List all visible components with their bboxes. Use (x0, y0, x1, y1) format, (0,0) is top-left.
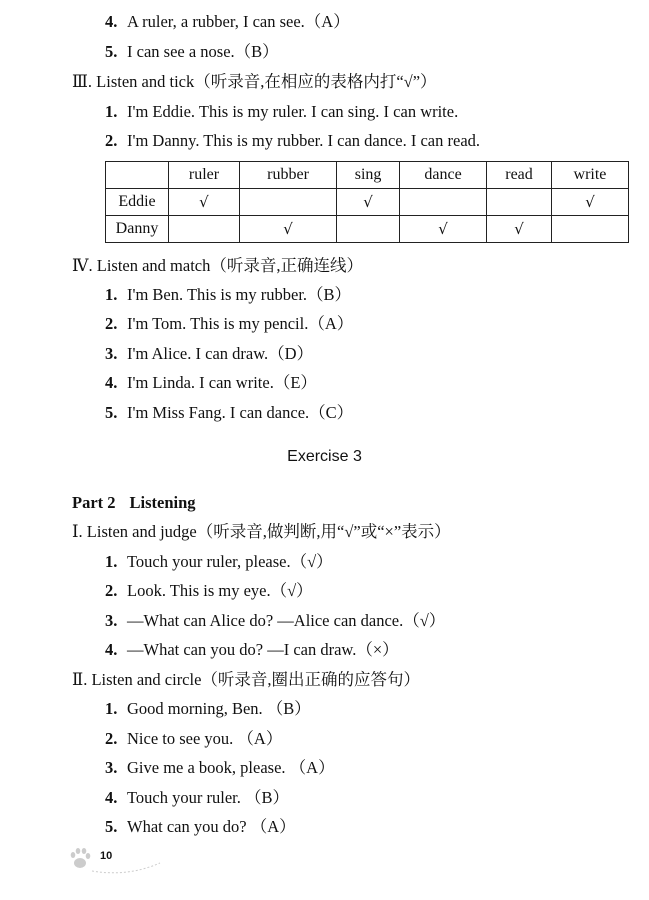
row-name: Eddie (106, 189, 169, 216)
item-number: 3. (105, 758, 118, 777)
item-number: 5. (105, 403, 118, 422)
table-header-cell: write (551, 162, 628, 189)
item-number: 2. (105, 729, 118, 748)
item-text: I'm Danny. This is my rubber. I can dance. I can read. (127, 131, 481, 150)
item-number: 1. (105, 102, 118, 121)
table-row (106, 216, 629, 243)
roman-numeral: Ⅳ. (72, 256, 93, 275)
item-number: 3. (105, 344, 118, 363)
table-cell (337, 216, 400, 243)
table-cell (487, 189, 552, 216)
paw-print-icon (68, 843, 178, 883)
table-header-cell: ruler (169, 162, 240, 189)
item-text: —What can you do? —I can draw.（×） (127, 640, 399, 659)
table-header-row (106, 162, 629, 189)
table-header-cell: dance (400, 162, 487, 189)
row-name: Danny (106, 216, 169, 243)
item-number: 1. (105, 285, 118, 304)
list-item (105, 403, 353, 423)
item-text: I'm Linda. I can write.（E） (127, 373, 317, 392)
item-text: A ruler, a rubber, I can see.（A） (127, 12, 350, 31)
item-number: 2. (105, 581, 118, 600)
item-text: Good morning, Ben. （B） (127, 699, 311, 718)
item-number: 5. (105, 42, 118, 61)
table-row (106, 189, 629, 216)
exercise-title: Exercise 3 (287, 448, 362, 465)
tick-table (105, 161, 629, 243)
table-cell: √ (239, 216, 336, 243)
item-text: —What can Alice do? —Alice can dance.（√） (127, 611, 446, 630)
item-text: Touch your ruler. （B） (127, 788, 289, 807)
item-text: Nice to see you. （A） (127, 729, 283, 748)
page-footer (68, 843, 178, 883)
table-cell (551, 216, 628, 243)
item-text: I'm Miss Fang. I can dance.（C） (127, 403, 354, 422)
item-number: 1. (105, 699, 118, 718)
item-number: 3. (105, 611, 118, 630)
list-item (105, 42, 279, 62)
list-item (105, 12, 350, 32)
section-heading-4 (72, 256, 363, 276)
part-label: Part 2 (72, 493, 116, 512)
part-name: Listening (129, 493, 196, 512)
list-item (105, 285, 351, 305)
list-item (105, 788, 289, 808)
section-title: Listen and circle（听录音,圈出正确的应答句） (91, 670, 421, 689)
table-cell: √ (400, 216, 487, 243)
section-title: Listen and judge（听录音,做判断,用“√”或“×”表示） (86, 522, 451, 541)
table-cell: √ (487, 216, 552, 243)
item-number: 4. (105, 373, 118, 392)
section-heading-3 (72, 72, 437, 92)
list-item (105, 817, 296, 837)
item-text: I can see a nose.（B） (127, 42, 279, 61)
item-number: 4. (105, 640, 118, 659)
list-item (105, 314, 353, 334)
item-text: Touch your ruler, please.（√） (127, 552, 333, 571)
table-cell (400, 189, 487, 216)
table-header-cell (106, 162, 169, 189)
table-header-cell: read (487, 162, 552, 189)
list-item (105, 102, 458, 122)
roman-numeral: Ⅲ. (72, 72, 93, 91)
list-item (105, 699, 311, 719)
list-item (105, 581, 313, 601)
table-cell: √ (551, 189, 628, 216)
item-text: I'm Ben. This is my rubber.（B） (127, 285, 352, 304)
list-item (105, 344, 313, 364)
section-heading-1 (72, 522, 451, 542)
item-number: 4. (105, 12, 118, 31)
section-heading-2 (72, 670, 420, 690)
table-cell (169, 216, 240, 243)
item-number: 4. (105, 788, 118, 807)
page-number: 10 (100, 850, 113, 862)
roman-numeral: Ⅰ. (72, 522, 83, 541)
item-text: I'm Eddie. This is my ruler. I can sing. I can write. (127, 102, 459, 121)
part-heading (72, 493, 196, 513)
list-item (105, 552, 333, 572)
list-item (105, 373, 317, 393)
item-text: I'm Alice. I can draw.（D） (127, 344, 314, 363)
item-number: 1. (105, 552, 118, 571)
section-title: Listen and tick（听录音,在相应的表格内打“√”） (96, 72, 437, 91)
list-item (105, 611, 445, 631)
table-header-cell: rubber (239, 162, 336, 189)
item-text: Look. This is my eye.（√） (127, 581, 313, 600)
item-text: I'm Tom. This is my pencil.（A） (127, 314, 354, 333)
list-item (105, 640, 399, 660)
item-number: 2. (105, 314, 118, 333)
list-item (105, 758, 335, 778)
item-text: Give me a book, please. （A） (127, 758, 335, 777)
table-header-cell: sing (337, 162, 400, 189)
section-title: Listen and match（听录音,正确连线） (96, 256, 363, 275)
table-cell: √ (337, 189, 400, 216)
list-item (105, 729, 282, 749)
table-cell: √ (169, 189, 240, 216)
roman-numeral: Ⅱ. (72, 670, 88, 689)
item-number: 5. (105, 817, 118, 836)
item-text: What can you do? （A） (127, 817, 296, 836)
list-item (105, 131, 480, 151)
item-number: 2. (105, 131, 118, 150)
table-cell (239, 189, 336, 216)
